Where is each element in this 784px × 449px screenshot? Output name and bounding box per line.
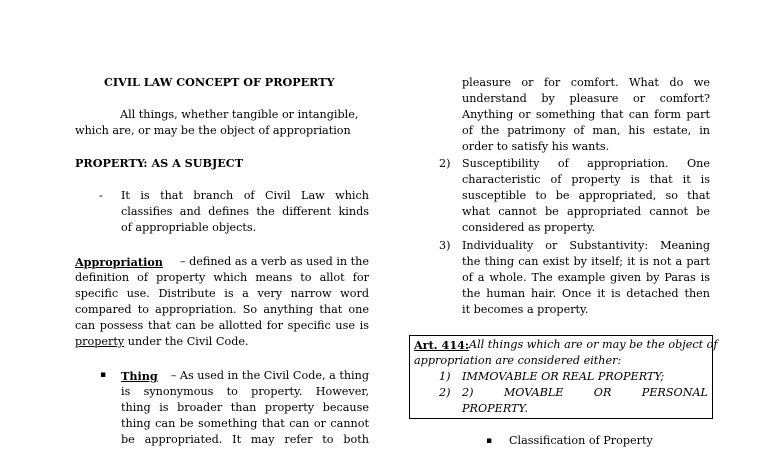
page-title: CIVIL LAW CONCEPT OF PROPERTY — [104, 75, 335, 89]
item3-line-5: it becomes a property. — [462, 303, 589, 316]
appropriation-last-rest: under the Civil Code. — [124, 335, 249, 348]
article-item-1-number: 1) — [439, 370, 451, 383]
subject-line-3: of appropriable objects. — [121, 221, 257, 234]
subject-line-1: It is that branch of Civil Law which — [121, 189, 369, 202]
item2-line-1: Susceptibility of appropriation. One — [462, 157, 710, 170]
thing-line-2: is synonymous to property. However, — [121, 385, 369, 398]
thing-line-3: thing is broader than property because — [121, 401, 369, 414]
para1-line-3: Anything or something that can form part — [462, 108, 710, 121]
article-line-1 — [414, 337, 718, 353]
appropriation-line-2: definition of property which means to allot for — [75, 271, 369, 284]
item3-line-4: the human hair. Once it is detached then — [462, 287, 710, 300]
thing-line-1 — [121, 368, 369, 384]
item2-line-5: considered as property. — [462, 221, 596, 234]
article-item-2-part-b: MOVABLE — [503, 386, 564, 399]
thing-term: Thing — [121, 369, 158, 383]
item3-line-2: the thing can exist by itself; it is not a part — [462, 255, 710, 268]
appropriation-line-6 — [75, 334, 249, 350]
appropriation-term: Appropriation — [75, 255, 163, 269]
item3-line-3: of a whole. The example given by Paras is — [462, 271, 710, 284]
item2-line-3: susceptible to be appropriated, so that — [462, 189, 710, 202]
article-item-2-number: 2) — [439, 386, 451, 399]
bottom-bullet: ▪ — [486, 436, 493, 446]
subject-heading: PROPERTY: AS A SUBJECT — [75, 156, 244, 170]
subject-dash: - — [99, 189, 103, 202]
thing-first-rest: – As used in the Civil Code, a thing — [167, 369, 369, 382]
intro-line-1: All things, whether tangible or intangible, — [120, 108, 359, 121]
article-item-2-line — [462, 385, 708, 401]
appropriation-line-3: specific use. Distribute is a very narrow word — [75, 287, 369, 300]
item2-line-4: what cannot be appropriated cannot be — [462, 205, 710, 218]
subject-line-2: classifies and defines the different kinds — [121, 205, 369, 218]
bottom-heading: Classification of Property — [509, 434, 653, 447]
para1-line-5: order to satisfy his wants. — [462, 140, 610, 153]
article-item-2-part-a: 2) — [462, 386, 474, 399]
para1-line-4: of the patrimony of man, his estate, in — [462, 124, 710, 137]
item2-number: 2) — [439, 157, 451, 170]
article-item-2-part-c: OR — [593, 386, 612, 399]
item3-number: 3) — [439, 239, 451, 252]
para1-line-2: understand by pleasure or comfort? — [462, 92, 710, 105]
intro-line-2: which are, or may be the object of appropriation — [75, 124, 351, 137]
thing-bullet: ▪ — [100, 370, 107, 380]
article-item-2-part-d: PERSONAL — [641, 386, 708, 399]
article-label: Art. 414: — [414, 338, 470, 352]
item3-line-1: Individuality or Substantivity: Meaning — [462, 239, 710, 252]
article-item-2-continuation: PROPERTY. — [462, 402, 529, 415]
property-term: property — [75, 335, 125, 348]
para1-line-1: pleasure or for comfort. What do we — [462, 76, 710, 89]
article-text-first: All things which are or may be the object of — [469, 338, 718, 351]
article-line-2: appropriation are considered either: — [414, 354, 622, 367]
thing-line-4: thing can be something that can or cannot — [121, 417, 369, 430]
appropriation-first-rest: – defined as a verb as used in the — [176, 255, 369, 268]
appropriation-line-5: can possess that can be allotted for specific use is — [75, 319, 369, 332]
appropriation-line-1 — [75, 254, 369, 270]
thing-line-5: be appropriated. It may refer to both — [121, 433, 369, 446]
item2-line-2: characteristic of property is that it is — [462, 173, 710, 186]
article-item-1-text: IMMOVABLE OR REAL PROPERTY; — [462, 370, 665, 383]
appropriation-line-4: compared to appropriation. So anything that one — [75, 303, 369, 316]
